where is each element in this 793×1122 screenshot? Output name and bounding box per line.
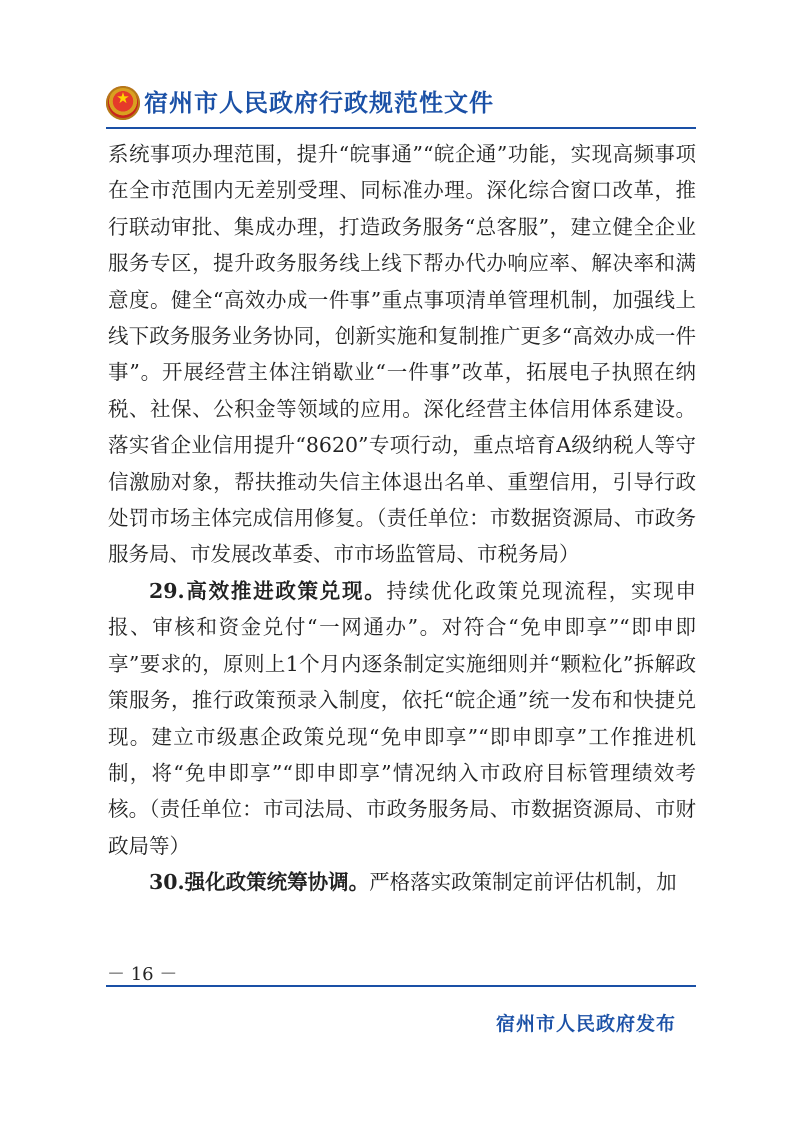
paragraph-30 [108,864,696,900]
section-heading-29: 29.高效推进政策兑现。 [149,578,387,603]
footer-divider [106,985,696,987]
header-title: 宿州市人民政府行政规范性文件 [144,89,494,117]
header-divider [106,127,696,129]
national-emblem-icon: ★ [106,86,140,120]
page-number: － 16 － [107,964,178,985]
paragraph-continued: 系统事项办理范围，提升“皖事通”“皖企通”功能，实现高频事项在全市范围内无差别受理、同标准办理。深化综合窗口改革，推行联动审批、集成办理，打造政务服务“总客服”，建立健全企业服务专区，提升政务服务线上线下帮办代办响应率、解决率和满意度。健全“高效办成一件事”重点事项清单管理机制，加强线上线下政务服务业务协同，创新实施和复制推广更多“高效办成一件事”。开展经营主体注销歇业“一件事”改革，拓展电子执照在纳税、社保、公积金等领域的应用。深化经营主体信用体系建设。落实省企业信用提升“8620”专项行动，重点培育A级纳税人等守信激励对象，帮扶推动失信主体退出名单、重塑信用，引导行政处罚市场主体完成信用修复。（责任单位：市数据资源局、市政务服务局、市发展改革委、市市场监管局、市税务局） [108,142,696,567]
paragraph-29-text: 持续优化政策兑现流程，实现申报、审核和资金兑付“一网通办”。对符合“免申即享”“即申即享”要求的，原则上1个月内逐条制定实施细则并“颗粒化”拆解政策服务，推行政策预录入制度，依托“皖企通”统一发布和快捷兑现。建立市级惠企政策兑现“免申即享”“即申即享”工作推进机制，将“免申即享”“即申即享”情况纳入市政府目标管理绩效考核。（责任单位：市司法局、市政务服务局、市数据资源局、市财政局等） [108,578,696,858]
document-header [106,86,696,126]
section-heading-30: 30.强化政策统筹协调。 [149,870,370,895]
paragraph-29 [108,573,696,864]
publisher-label: 宿州市人民政府发布 [495,1013,676,1035]
document-body [108,136,696,936]
paragraph-30-text: 严格落实政策制定前评估机制，加 [369,870,677,895]
